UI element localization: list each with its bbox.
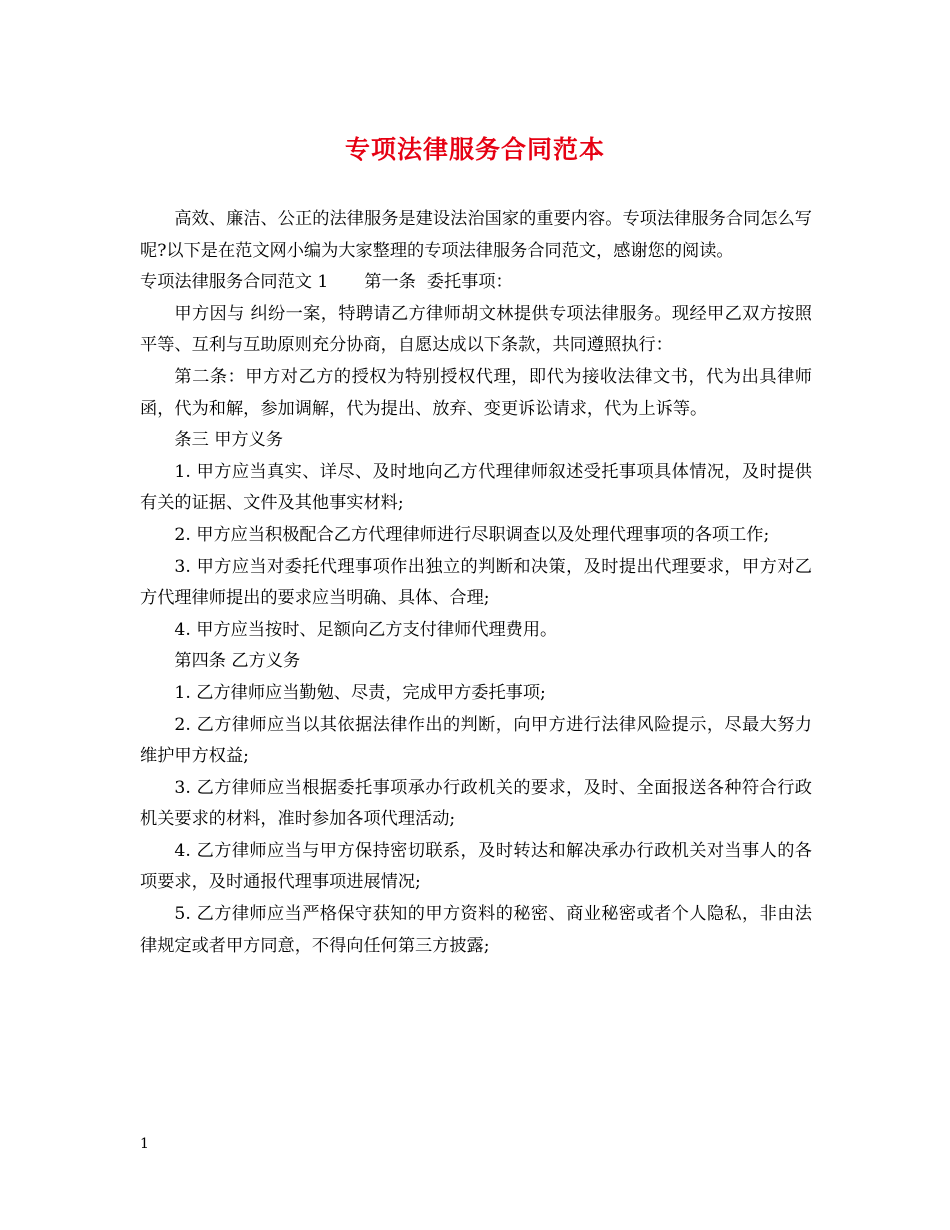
party-b-duty-2: 2. 乙方律师应当以其依据法律作出的判断，向甲方进行法律风险提示，尽最大努力维护甲方权益; (140, 714, 812, 767)
party-a-duty-4: 4. 甲方应当按时、足额向乙方支付律师代理费用。 (174, 619, 558, 640)
party-b-duty-3: 3. 乙方律师应当根据委托事项承办行政机关的要求，及时、全面报送各种符合行政机关要求的材料，准时参加各项代理活动; (140, 777, 812, 830)
article-four-heading: 第四条 乙方义务 (174, 651, 301, 672)
party-b-duty-5: 5. 乙方律师应当严格保守获知的甲方资料的秘密、商业秘密或者个人隐私，非由法律规定或者甲方同意，不得向任何第三方披露; (140, 904, 812, 956)
party-a-duty-1: 1. 甲方应当真实、详尽、及时地向乙方代理律师叙述受托事项具体情况，及时提供有关的证据、文件及其他事实材料; (140, 461, 812, 514)
party-a-duty-3: 3. 甲方应当对委托代理事项作出独立的判断和决策，及时提出代理要求，甲方对乙方代理律师提出的要求应当明确、具体、合理; (140, 556, 812, 609)
article-one-heading: 第一条 委托事项： (364, 272, 513, 293)
intro-paragraph: 高效、廉洁、公正的法律服务是建设法治国家的重要内容。专项法律服务合同怎么写呢?以下是在范文网小编为大家整理的专项法律服务合同范文，感谢您的阅读。 (140, 209, 812, 261)
document-title: 专项法律服务合同范本 (344, 135, 605, 164)
article-three-heading: 条三 甲方义务 (174, 430, 283, 451)
article-two-paragraph: 第二条：甲方对乙方的授权为特别授权代理，即代为接收法律文书，代为出具律师函，代为和解，参加调解，代为提出、放弃、变更诉讼请求，代为上诉等。 (140, 366, 812, 419)
article-one-paragraph: 甲方因与 纠纷一案，特聘请乙方律师胡文林提供专项法律服务。现经甲乙双方按照平等、互利与互助原则充分协商，自愿达成以下条款，共同遵照执行： (140, 303, 812, 356)
document-body (140, 204, 812, 962)
contract-example-label: 专项法律服务合同范文 1 (140, 272, 329, 293)
contract-heading-line (140, 267, 812, 299)
party-a-duty-2: 2. 甲方应当积极配合乙方代理律师进行尽职调查以及处理代理事项的各项工作; (174, 524, 770, 545)
party-b-duty-4: 4. 乙方律师应当与甲方保持密切联系，及时转达和解决承办行政机关对当事人的各项要求，及时通报代理事项进展情况; (140, 840, 812, 893)
page-number: 1 (140, 1136, 149, 1152)
party-b-duty-1: 1. 乙方律师应当勤勉、尽责，完成甲方委托事项; (174, 682, 546, 703)
